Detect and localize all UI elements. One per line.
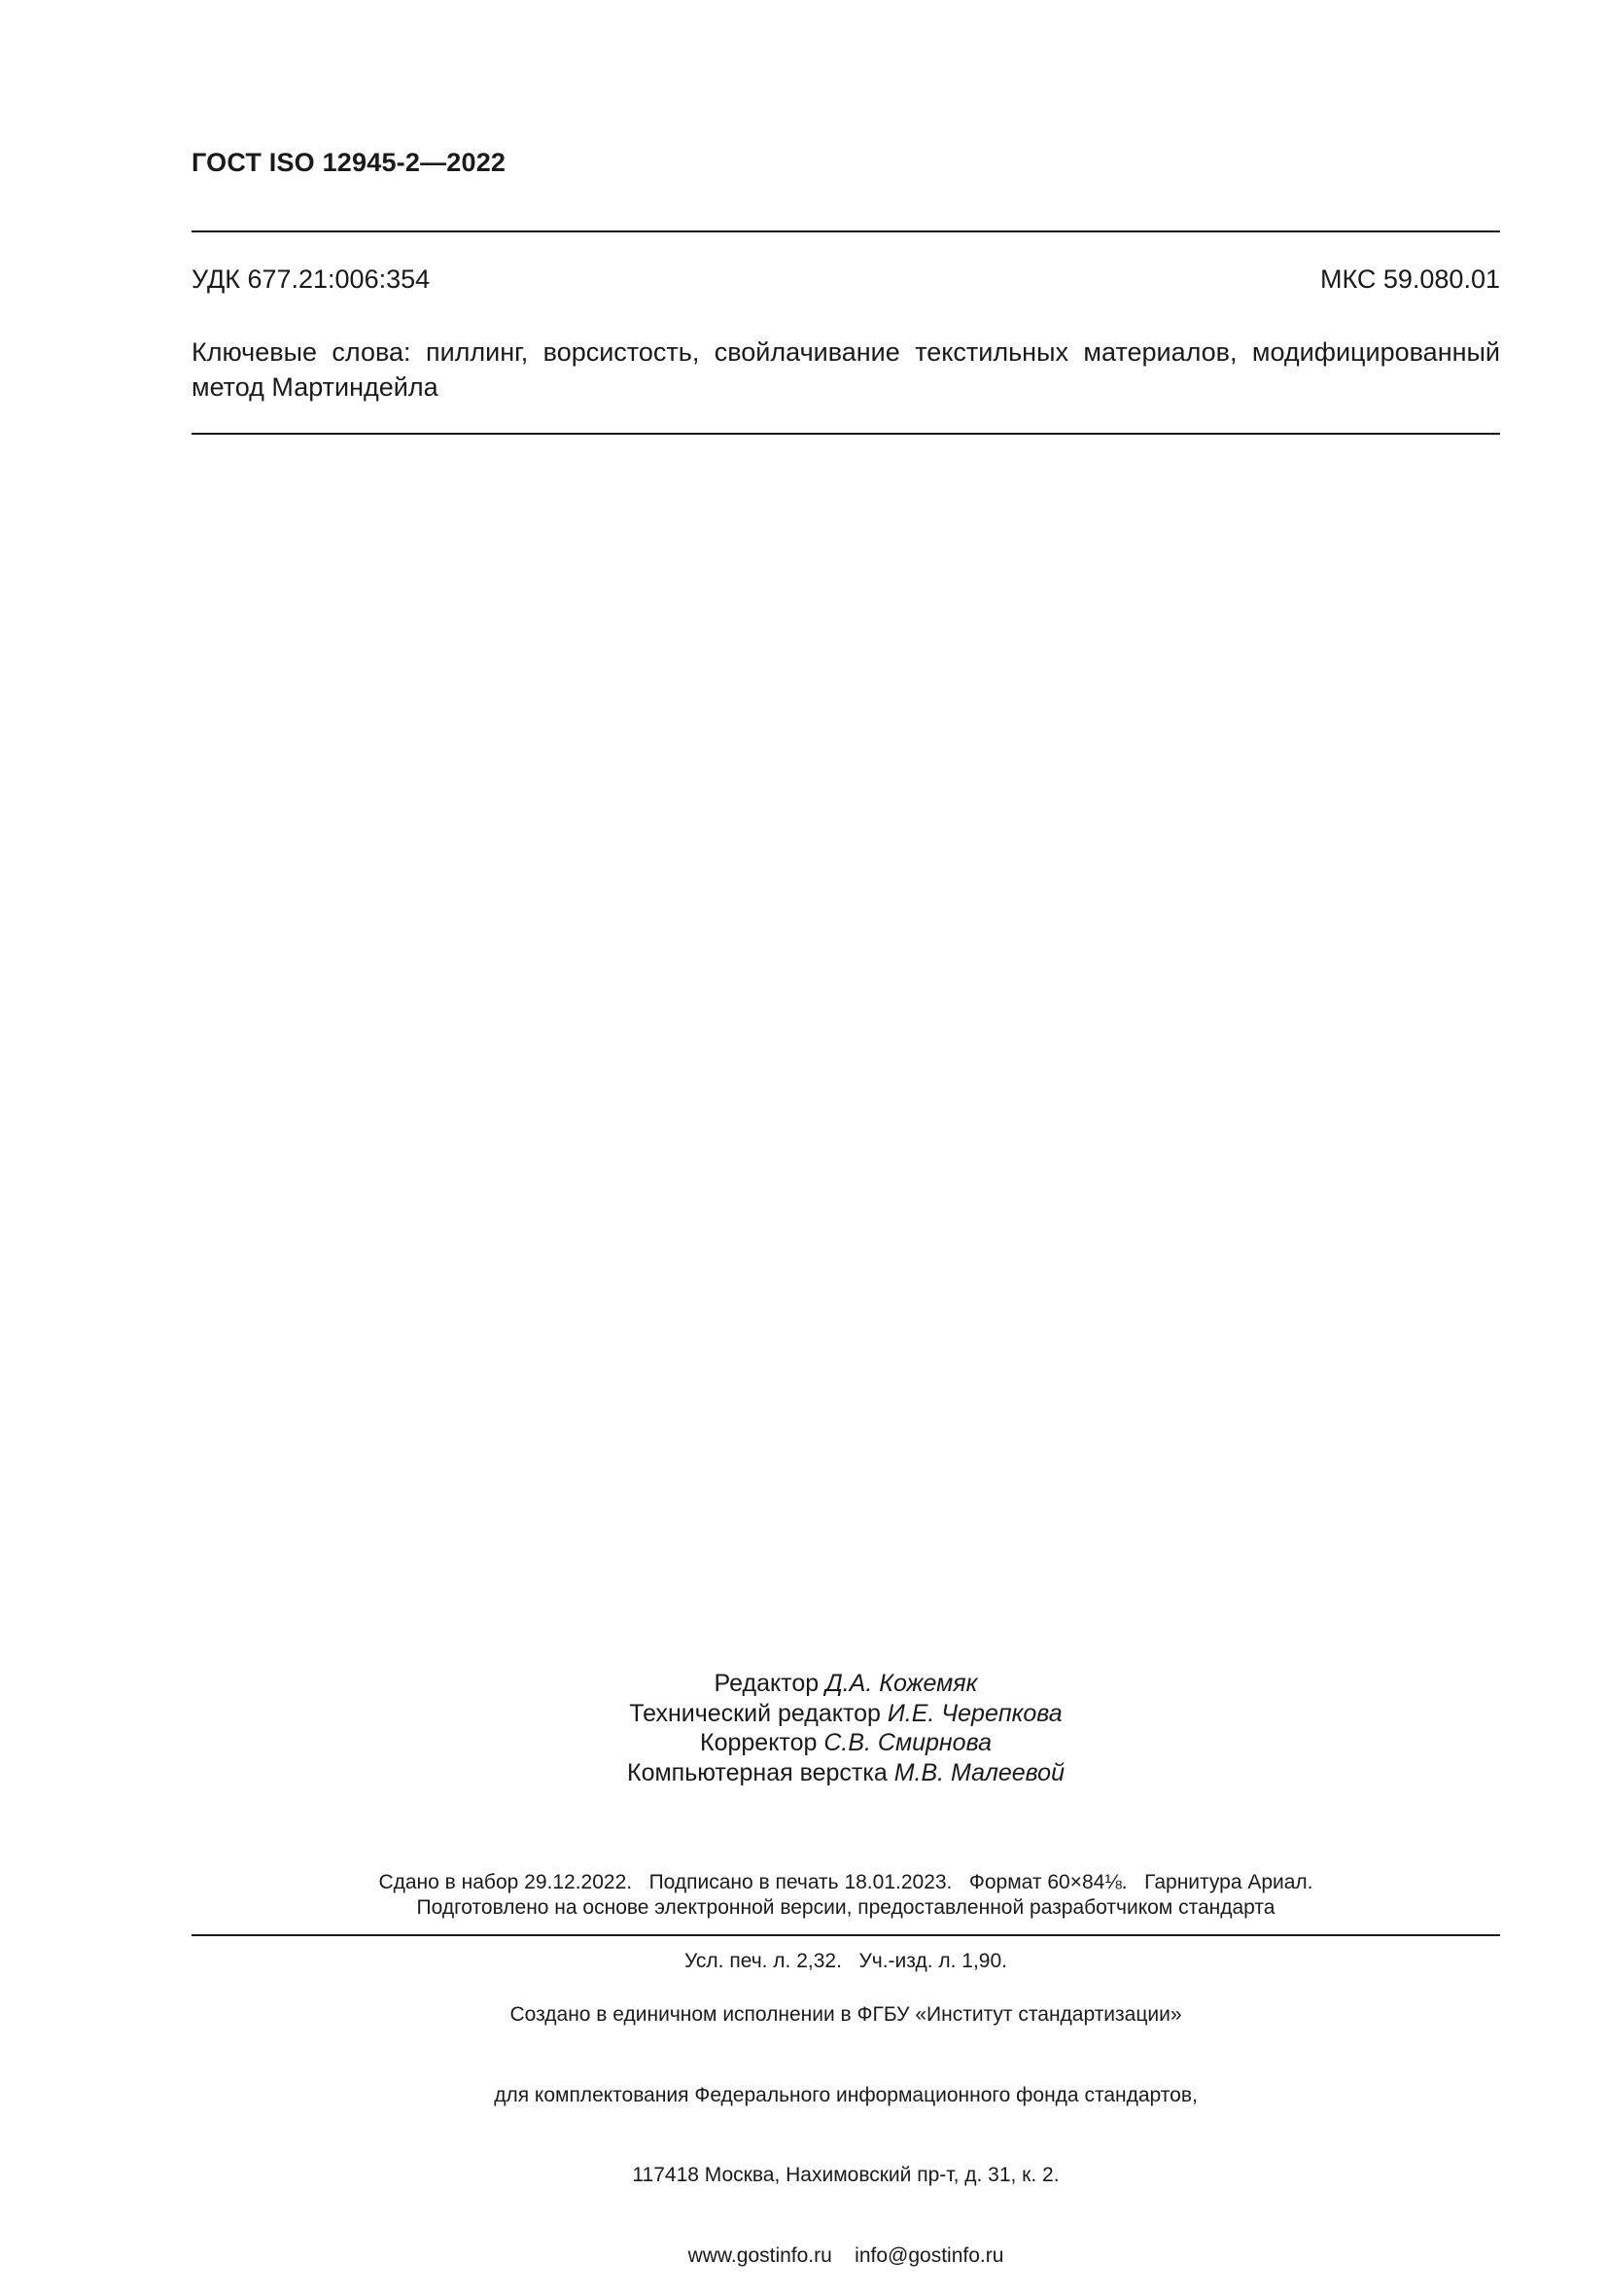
publisher-info [192, 1948, 1500, 2296]
credit-layout [192, 1758, 1500, 1788]
credit-role: Технический редактор [629, 1699, 881, 1727]
publisher-line: Создано в единичном исполнении в ФГБУ «Институт стандартизации» [509, 2003, 1182, 2026]
credits-block [192, 1669, 1500, 1787]
credit-technical-editor [192, 1699, 1500, 1729]
credit-name: М.В. Малеевой [893, 1758, 1065, 1786]
credit-name: И.Е. Черепкова [887, 1699, 1063, 1727]
print-info-line: Сдано в набор 29.12.2022. Подписано в печать 18.01.2023. Формат 60×84⅛. Гарнитура Ариал. [378, 1871, 1313, 1893]
print-info-line: Усл. печ. л. 2,32. Уч.-изд. л. 1,90. [683, 1950, 1007, 1972]
credit-role: Корректор [700, 1729, 818, 1756]
publisher-line: для комплектования Федерального информационного фонда стандартов, [494, 2083, 1198, 2106]
footer-divider [192, 1934, 1500, 1936]
keywords-divider [192, 433, 1500, 435]
credit-role: Редактор [714, 1670, 820, 1697]
mks-code: МКС 59.080.01 [1319, 265, 1500, 294]
credit-proofreader [192, 1728, 1500, 1758]
prepared-note: Подготовлено на основе электронной версии, предоставленной разработчиком стандарта [416, 1896, 1276, 1919]
publisher-contacts: www.gostinfo.ru info@gostinfo.ru [687, 2243, 1004, 2267]
publisher-address: 117418 Москва, Нахимовский пр-т, д. 31, к. 2. [632, 2164, 1060, 2186]
udk-code: УДК 677.21:006:354 [192, 265, 431, 294]
credit-name: Д.А. Кожемяк [825, 1670, 978, 1697]
document-code: ГОСТ ISO 12945-2—2022 [192, 148, 507, 177]
credit-editor [192, 1669, 1500, 1699]
keywords: Ключевые слова: пиллинг, ворсистость, свойлачивание текстильных материалов, модифицированный метод Мартиндейла [192, 337, 1500, 402]
credit-name: С.В. Смирнова [823, 1729, 992, 1756]
credit-role: Компьютерная верстка [627, 1758, 888, 1786]
top-divider [192, 230, 1500, 232]
